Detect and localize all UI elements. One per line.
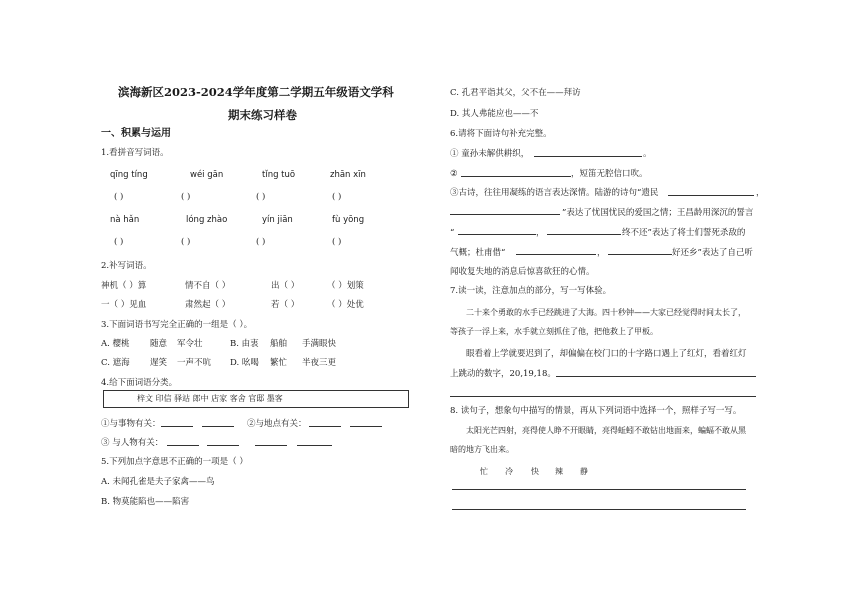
q6-line5-end: 终不还”表达了将士们誓死杀敌的 <box>622 228 746 238</box>
poem-blank[interactable] <box>534 156 642 157</box>
q5-option-b: B. 物莫能陷也——陷害 <box>101 497 190 507</box>
q7-passage: 眼看着上学就要迟到了，却偏偏在校门口的十字路口遇上了红灯，看着红灯 <box>466 349 747 359</box>
q1-answer-box[interactable]: ( ) <box>256 237 266 247</box>
q2-item: 神机（ ）算 <box>101 281 147 291</box>
q4-sub3-label: ③ 与人物有关： <box>101 438 164 448</box>
q7-passage: 等孩子一浮上来，水手就立刻抓住了他，把他救上了甲板。 <box>450 327 658 336</box>
answer-line[interactable] <box>556 376 756 377</box>
q3-option: A. 樱桃 <box>101 339 130 349</box>
q2-prompt: 2.补写词语。 <box>101 261 152 271</box>
q5-option-d: D. 其人弗能应也——不 <box>450 109 539 119</box>
q1-pinyin-8: fù yōng <box>332 215 365 225</box>
q2-item: （ ）划策 <box>327 281 364 291</box>
q8-passage: 暗的地方飞出来。 <box>450 445 514 454</box>
q8-word: 快 <box>531 467 539 476</box>
q1-answer-box[interactable]: ( ) <box>256 192 266 202</box>
q3-option: C. 遮海 <box>101 358 130 368</box>
q6-line6-start: 气概；杜甫借“ <box>450 248 506 258</box>
q8-word: 辣 <box>555 467 563 476</box>
q8-prompt: 8. 读句子，想象句中描写的情景，再从下列词语中选择一个，照样子写一写。 <box>450 406 742 416</box>
q1-pinyin-6: lóng zhào <box>186 215 228 225</box>
q3-option: 遅笑 <box>150 358 168 368</box>
q7-passage: 上跳动的数字，20,19,18。 <box>450 369 556 379</box>
q6-line1: ① 童孙未解供耕织， <box>450 149 530 159</box>
q3-option: 半夜三更 <box>302 358 337 368</box>
q1-answer-box[interactable]: ( ) <box>332 192 342 202</box>
answer-line[interactable] <box>452 509 746 510</box>
q8-word: 忙 <box>480 467 488 476</box>
q1-pinyin-3: tǐng tuō <box>262 170 296 180</box>
poem-blank[interactable] <box>608 254 672 255</box>
q2-item: 出（ ） <box>271 281 300 291</box>
answer-line[interactable] <box>167 445 199 446</box>
q3-prompt: 3.下面词语书写完全正确的一组是（ ）。 <box>101 320 253 330</box>
q7-prompt: 7.读一读，注意加点的部分，写一写体验。 <box>450 286 612 296</box>
q1-pinyin-5: nà hǎn <box>110 215 140 225</box>
answer-line[interactable] <box>161 426 193 427</box>
q3-option: 船舶 <box>270 339 288 349</box>
answer-line[interactable] <box>450 396 756 397</box>
q3-option: 手满眼快 <box>302 339 337 349</box>
q6-prompt: 6.请将下面诗句补充完整。 <box>450 129 552 139</box>
q2-item: 肃然起（ ） <box>185 300 231 310</box>
q6-line2: ，短笛无腔信口吹。 <box>571 169 648 179</box>
q1-answer-box[interactable]: ( ) <box>332 237 342 247</box>
q3-option: B. 由衷 <box>230 339 259 349</box>
q3-option: 一声不吭 <box>177 358 212 368</box>
q6-line4: ”表达了忧国忧民的爱国之情；王昌龄用深沉的誓言 <box>562 208 754 218</box>
answer-line[interactable] <box>452 489 746 490</box>
q3-option: D. 吆喝 <box>230 358 259 368</box>
q8-passage: 太阳光芒四射，亮得使人睁不开眼睛，亮得蚯蚓不敢钻出地面来，蝙蝠不敢从黑 <box>466 426 746 435</box>
poem-blank[interactable] <box>458 234 536 235</box>
poem-blank[interactable] <box>450 214 560 215</box>
q6-period: 。 <box>643 149 652 159</box>
poem-blank[interactable] <box>547 234 621 235</box>
q1-pinyin-1: qīng tíng <box>110 170 148 180</box>
q1-pinyin-4: zhān xīn <box>330 170 366 180</box>
q1-answer-box[interactable]: ( ) <box>114 237 124 247</box>
q6-comma: ， <box>756 188 765 198</box>
q4-sub2-label: ②与地点有关： <box>247 419 307 429</box>
q2-item: （ ）处优 <box>327 300 364 310</box>
q6-line6-end: 好还乡”表达了自己听 <box>672 248 753 258</box>
answer-line[interactable] <box>202 426 234 427</box>
answer-line[interactable] <box>309 426 341 427</box>
q7-passage: 二十来个勇敢的水手已经跳进了大海。四十秒钟——大家已经觉得时间太长了， <box>466 308 746 317</box>
q1-answer-box[interactable]: ( ) <box>181 192 191 202</box>
q1-pinyin-7: yín jiān <box>262 215 293 225</box>
exam-subtitle: 期末练习样卷 <box>228 108 297 122</box>
q6-line5-comma: ， <box>536 228 545 238</box>
poem-blank[interactable] <box>516 254 596 255</box>
q4-sub1-label: ①与事物有关： <box>101 419 161 429</box>
q3-option: 随意 <box>150 339 168 349</box>
q5-option-c: C. 孔君平诣其父，父不在——拜访 <box>450 88 581 98</box>
q8-word: 静 <box>580 467 588 476</box>
q8-word: 冷 <box>505 467 513 476</box>
q3-option: 军令壮 <box>177 339 203 349</box>
q4-prompt: 4.给下面词语分类。 <box>101 378 178 388</box>
q5-prompt: 5.下列加点字意思不正确的一项是（ ） <box>101 457 248 467</box>
q5-option-a: A. 未闻孔雀是夫子家禽——鸟 <box>101 477 215 487</box>
q1-answer-box[interactable]: ( ) <box>114 192 124 202</box>
q2-item: 若（ ） <box>271 300 300 310</box>
poem-blank[interactable] <box>461 176 571 177</box>
q3-option: 繁忙 <box>270 358 288 368</box>
poem-blank[interactable] <box>668 195 754 196</box>
answer-line[interactable] <box>255 445 287 446</box>
q6-line5-open: “ <box>450 228 455 238</box>
q1-pinyin-2: wéi gān <box>190 170 224 180</box>
q6-line6-comma: ， <box>597 248 606 258</box>
q6-line7: 闻收复失地的消息后惊喜欲狂的心情。 <box>450 267 595 277</box>
q6-num2: ② <box>450 169 458 179</box>
q1-answer-box[interactable]: ( ) <box>181 237 191 247</box>
answer-line[interactable] <box>297 445 332 446</box>
q2-item: 情不自（ ） <box>185 281 231 291</box>
section-heading: 一、积累与运用 <box>101 128 171 139</box>
q6-line3: ③古诗，往往用凝练的语言表达深情。陆游的诗句“遗民 <box>450 188 659 198</box>
word-box-words: 梓文 印信 驿站 郎中 店家 客舍 官邸 墨客 <box>137 394 283 403</box>
answer-line[interactable] <box>350 426 382 427</box>
q1-prompt: 1.看拼音写词语。 <box>101 148 169 158</box>
q2-item: 一（ ）见血 <box>101 300 147 310</box>
exam-title: 滨海新区2023-2024学年度第二学期五年级语文学科 <box>118 85 394 99</box>
answer-line[interactable] <box>207 445 239 446</box>
